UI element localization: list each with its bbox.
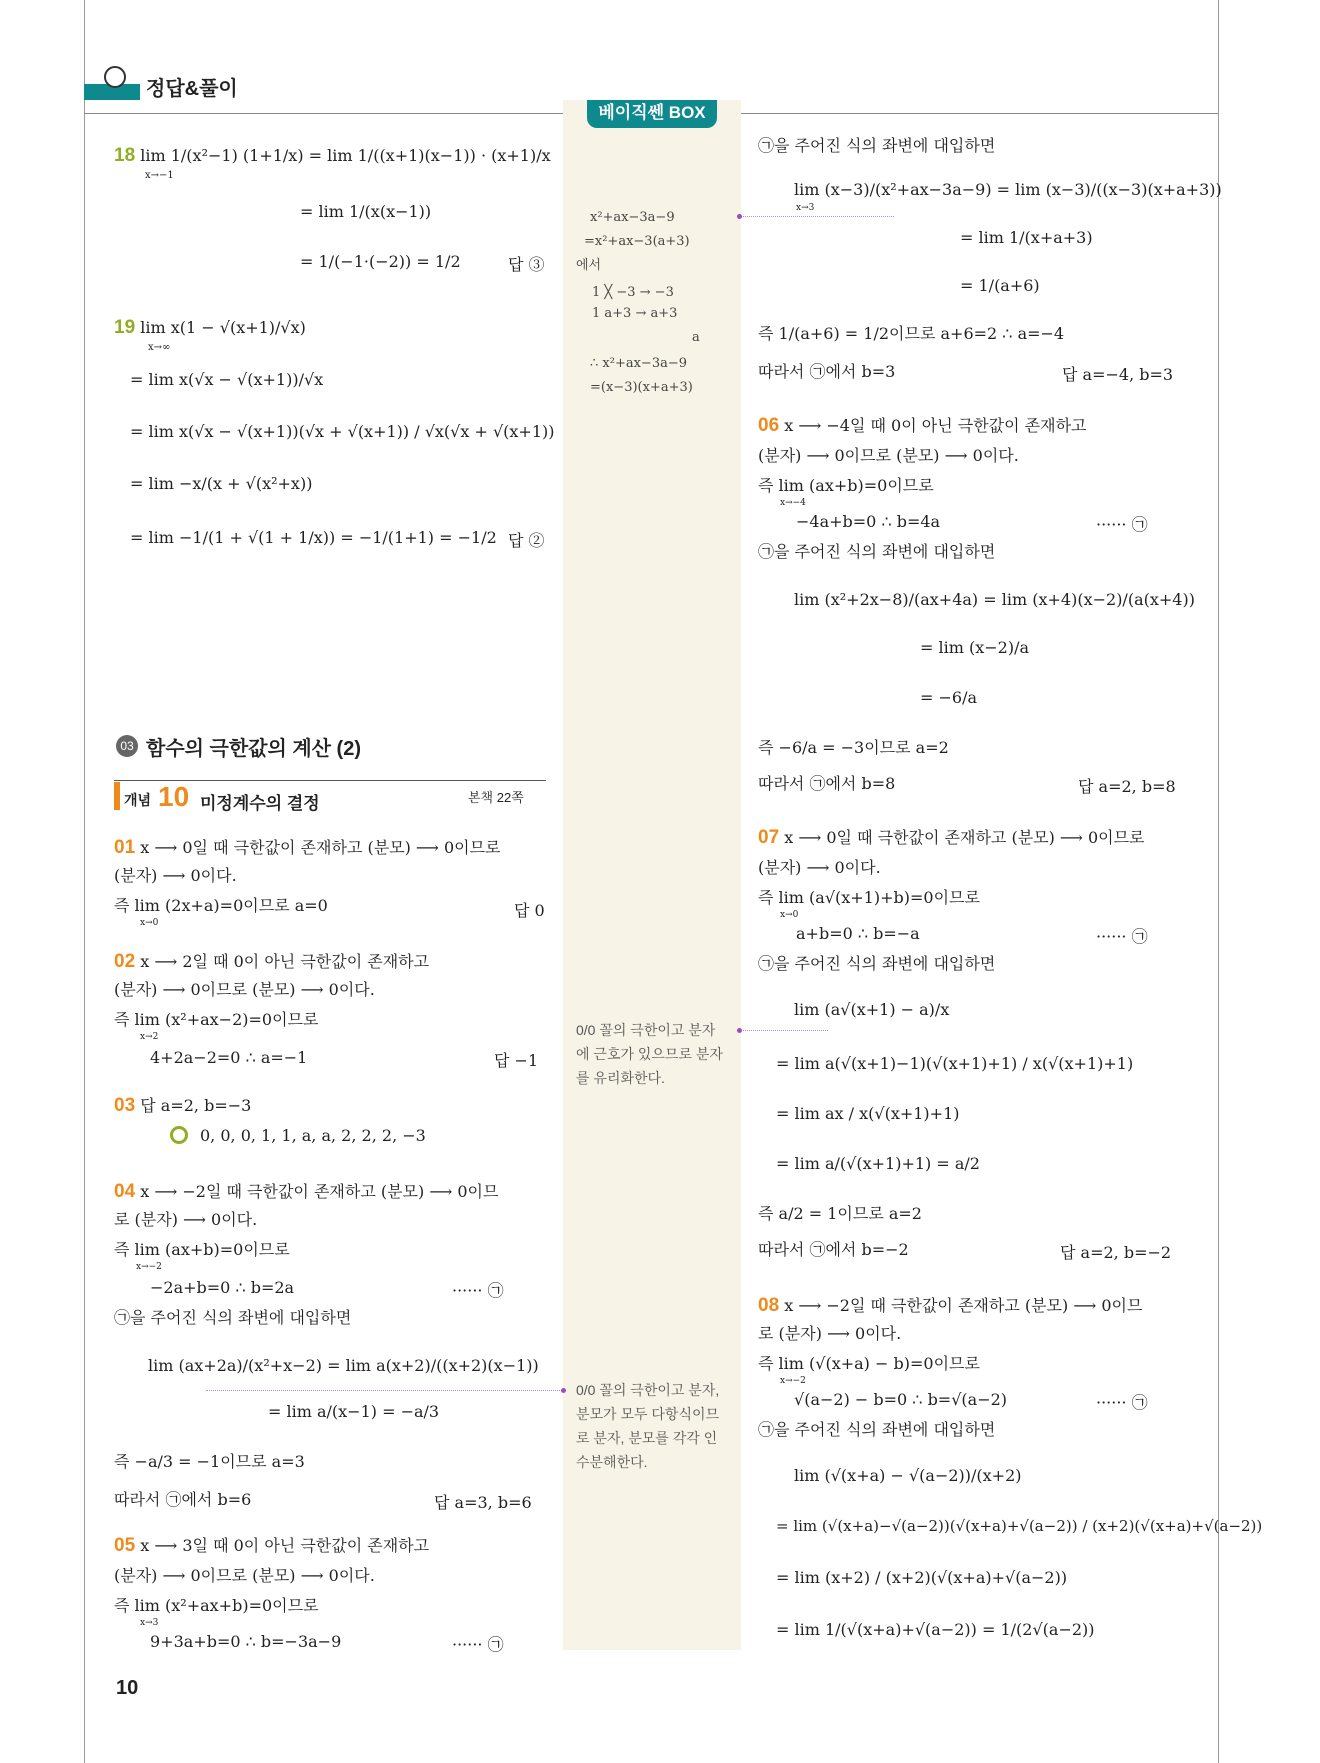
answer: 답 ③ xyxy=(508,255,545,274)
line: = lim 1/(√(x+a)+√(a−2)) = 1/(2√(a−2)) xyxy=(776,1620,1095,1639)
line: = 1/(−1·(−2)) = 1/2 xyxy=(300,252,461,271)
page-number: 10 xyxy=(116,1677,139,1699)
problem-number: 08 xyxy=(758,1295,780,1316)
left-page-border xyxy=(84,0,85,1763)
line: √(a−2) − b=0 ∴ b=√(a−2) xyxy=(794,1390,1008,1409)
line: 따라서 ㉠에서 b=3 xyxy=(758,362,896,381)
line: (분자) ⟶ 0이므로 (분모) ⟶ 0이다. xyxy=(758,446,1019,465)
line: lim x(1 − √(x+1)/√x) xyxy=(140,318,306,337)
problem-05 xyxy=(114,1536,429,1556)
note-line: 0/0 꼴의 극한이고 분자, xyxy=(576,1382,720,1398)
line: = lim x(√x − √(x+1))(√x + √(x+1)) / √x(√x + √(x+1)) xyxy=(130,422,555,441)
answer: 답 0 xyxy=(514,901,545,920)
problem-number: 02 xyxy=(114,951,136,972)
line: −4a+b=0 ∴ b=4a xyxy=(796,512,941,531)
line: lim (a√(x+1) − a)/x xyxy=(794,1000,950,1019)
line: 0, 0, 0, 1, 1, a, a, 2, 2, 2, −3 xyxy=(200,1126,426,1145)
connector-line xyxy=(206,1390,564,1391)
note-line: 수분해한다. xyxy=(576,1454,648,1470)
line: x ⟶ 2일 때 0이 아닌 극한값이 존재하고 xyxy=(140,952,430,971)
problem-07 xyxy=(758,828,1145,848)
line: = lim 1/(x(x−1)) xyxy=(300,202,432,221)
lim-subscript: x→−2 xyxy=(780,1376,806,1386)
problem-01 xyxy=(114,838,501,858)
lim-subscript: x→−4 xyxy=(780,498,806,508)
target-icon xyxy=(170,1126,188,1144)
lim-subscript: x→0 xyxy=(140,918,159,928)
line: ㉠을 주어진 식의 좌변에 대입하면 xyxy=(114,1308,352,1327)
side-note-1 xyxy=(576,1018,723,1090)
lim-subscript: x→3 xyxy=(796,203,815,213)
problem-19 xyxy=(114,318,306,338)
problem-06 xyxy=(758,416,1087,436)
line: 즉 −6/a = −3이므로 a=2 xyxy=(758,738,949,757)
problem-number: 04 xyxy=(114,1181,136,1202)
line: 즉 lim (√(x+a) − b)=0이므로 xyxy=(758,1354,980,1373)
box-tab: 베이직쎈 BOX xyxy=(587,100,717,128)
clock-icon xyxy=(104,66,126,88)
lim-subscript: x→−1 xyxy=(145,170,174,181)
side-line: ∴ x²+ax−3a−9 xyxy=(590,356,687,371)
side-line: a xyxy=(692,330,700,345)
problem-04 xyxy=(114,1182,498,1202)
side-line: 1 a+3 → a+3 xyxy=(592,306,678,321)
problem-03 xyxy=(114,1096,251,1116)
marker: ······ ㉠ xyxy=(452,1281,504,1300)
line: lim 1/(x²−1) (1+1/x) = lim 1/((x+1)(x−1)) · (x+1)/x xyxy=(140,146,551,165)
side-line: 에서 xyxy=(576,258,602,273)
side-line: 1 ╳ −3 → −3 xyxy=(592,285,674,300)
problem-number: 01 xyxy=(114,837,136,858)
note-line: 로 분자, 분모를 각각 인 xyxy=(576,1430,718,1446)
line: 즉 lim (x²+ax+b)=0이므로 xyxy=(114,1596,319,1615)
answer: 답 a=−4, b=3 xyxy=(1062,365,1174,384)
line: (분자) ⟶ 0이다. xyxy=(114,866,237,885)
line: 즉 −a/3 = −1이므로 a=3 xyxy=(114,1452,305,1471)
answer: 답 −1 xyxy=(494,1051,539,1070)
line: 따라서 ㉠에서 b=8 xyxy=(758,774,896,793)
problem-number: 19 xyxy=(114,317,136,338)
answer: 답 a=3, b=6 xyxy=(434,1493,532,1512)
side-line: =(x−3)(x+a+3) xyxy=(590,380,693,395)
section-title: 함수의 극한값의 계산 (2) xyxy=(146,738,361,760)
line: = −6/a xyxy=(920,688,978,707)
line: 9+3a+b=0 ∴ b=−3a−9 xyxy=(150,1632,342,1651)
problem-number: 07 xyxy=(758,827,780,848)
connector-line xyxy=(740,1030,828,1031)
line: 로 (분자) ⟶ 0이다. xyxy=(758,1324,902,1343)
problem-number: 18 xyxy=(114,145,136,166)
line: (분자) ⟶ 0이다. xyxy=(758,858,881,877)
lim-subscript: x→−2 xyxy=(136,1262,162,1272)
note-line: 를 유리화한다. xyxy=(576,1070,665,1086)
marker: ······ ㉠ xyxy=(452,1635,504,1654)
line: = lim (√(x+a)−√(a−2))(√(x+a)+√(a−2)) / (x+2)(√(x+a)+√(a−2)) xyxy=(776,1517,1263,1535)
side-line: x²+ax−3a−9 xyxy=(590,210,675,225)
line: ㉠을 주어진 식의 좌변에 대입하면 xyxy=(758,136,996,155)
lim-subscript: x→∞ xyxy=(148,342,171,353)
line: (분자) ⟶ 0이므로 (분모) ⟶ 0이다. xyxy=(114,1566,375,1585)
line: 즉 a/2 = 1이므로 a=2 xyxy=(758,1204,922,1223)
line: 답 a=2, b=−3 xyxy=(140,1096,252,1115)
problem-02 xyxy=(114,952,429,972)
line: x ⟶ −4일 때 0이 아닌 극한값이 존재하고 xyxy=(784,416,1087,435)
line: lim (x²+2x−8)/(ax+4a) = lim (x+4)(x−2)/(a(x+4)) xyxy=(794,590,1195,609)
line: 즉 lim (x²+ax−2)=0이므로 xyxy=(114,1010,319,1029)
problem-number: 06 xyxy=(758,415,780,436)
header-title: 정답&풀이 xyxy=(146,78,238,100)
line: = lim a/(√(x+1)+1) = a/2 xyxy=(776,1154,980,1173)
connector-dot xyxy=(737,214,742,219)
line: 따라서 ㉠에서 b=−2 xyxy=(758,1240,909,1259)
connector-dot xyxy=(561,1388,566,1393)
lim-subscript: x→2 xyxy=(140,1032,159,1042)
line: 즉 1/(a+6) = 1/2이므로 a+6=2 ∴ a=−4 xyxy=(758,324,1065,343)
line: = 1/(a+6) xyxy=(960,276,1040,295)
marker: ······ ㉠ xyxy=(1096,927,1148,946)
textbook-reference: 본책 22쪽 xyxy=(468,790,524,805)
line: = lim (x+2) / (x+2)(√(x+a)+√(a−2)) xyxy=(776,1568,1068,1587)
problem-18 xyxy=(114,146,551,166)
line: = lim a/(x−1) = −a/3 xyxy=(268,1402,440,1421)
line: = lim (x−2)/a xyxy=(920,638,1030,657)
concept-accent-bar xyxy=(114,782,120,810)
line: = lim −x/(x + √(x²+x)) xyxy=(130,474,313,493)
answer: 답 ② xyxy=(508,531,545,550)
note-line: 0/0 꼴의 극한이고 분자 xyxy=(576,1022,716,1038)
line: (분자) ⟶ 0이므로 (분모) ⟶ 0이다. xyxy=(114,980,375,999)
line: = lim 1/(x+a+3) xyxy=(960,228,1093,247)
line: 즉 lim (a√(x+1)+b)=0이므로 xyxy=(758,888,980,907)
line: x ⟶ −2일 때 극한값이 존재하고 (분모) ⟶ 0이므 xyxy=(784,1296,1143,1315)
line: = lim x(√x − √(x+1))/√x xyxy=(130,370,324,389)
line: ㉠을 주어진 식의 좌변에 대입하면 xyxy=(758,954,996,973)
line: 로 (분자) ⟶ 0이다. xyxy=(114,1210,258,1229)
line: lim (x−3)/(x²+ax−3a−9) = lim (x−3)/((x−3)(x+a+3)) xyxy=(794,180,1222,199)
side-line: =x²+ax−3(a+3) xyxy=(584,234,690,249)
line: ㉠을 주어진 식의 좌변에 대입하면 xyxy=(758,542,996,561)
line: = lim −1/(1 + √(1 + 1/x)) = −1/(1+1) = −1/2 xyxy=(130,528,497,547)
problem-08 xyxy=(758,1296,1142,1316)
note-line: 에 근호가 있으므로 분자 xyxy=(576,1046,723,1062)
line: x ⟶ 0일 때 극한값이 존재하고 (분모) ⟶ 0이므로 xyxy=(140,838,501,857)
line: = lim a(√(x+1)−1)(√(x+1)+1) / x(√(x+1)+1) xyxy=(776,1054,1134,1073)
concept-keyword: 개념 xyxy=(124,792,152,808)
line: a+b=0 ∴ b=−a xyxy=(796,924,920,943)
answer: 답 a=2, b=−2 xyxy=(1060,1243,1172,1262)
problem-number: 05 xyxy=(114,1535,136,1556)
marker: ······ ㉠ xyxy=(1096,515,1148,534)
lim-subscript: x→3 xyxy=(140,1618,159,1628)
right-page-border xyxy=(1218,0,1219,1763)
line: = lim ax / x(√(x+1)+1) xyxy=(776,1104,960,1123)
marker: ······ ㉠ xyxy=(1096,1393,1148,1412)
answer: 답 a=2, b=8 xyxy=(1078,777,1176,796)
line: x ⟶ 0일 때 극한값이 존재하고 (분모) ⟶ 0이므로 xyxy=(784,828,1145,847)
side-note-2 xyxy=(576,1378,719,1474)
line: lim (√(x+a) − √(a−2))/(x+2) xyxy=(794,1466,1022,1485)
concept-number: 10 xyxy=(158,781,190,812)
line: 따라서 ㉠에서 b=6 xyxy=(114,1490,252,1509)
problem-number: 03 xyxy=(114,1095,136,1116)
lim-subscript: x→0 xyxy=(780,910,799,920)
line: 즉 lim (ax+b)=0이므로 xyxy=(758,476,934,495)
section-number-badge: 03 xyxy=(116,735,138,757)
connector-line xyxy=(740,216,894,217)
note-line: 분모가 모두 다항식이므 xyxy=(576,1406,720,1422)
line: 4+2a−2=0 ∴ a=−1 xyxy=(150,1048,308,1067)
line: lim (ax+2a)/(x²+x−2) = lim a(x+2)/((x+2)(x−1)) xyxy=(148,1356,539,1375)
concept-title: 미정계수의 결정 xyxy=(200,794,320,813)
line: ㉠을 주어진 식의 좌변에 대입하면 xyxy=(758,1420,996,1439)
line: x ⟶ −2일 때 극한값이 존재하고 (분모) ⟶ 0이므 xyxy=(140,1182,499,1201)
line: 즉 lim (2x+a)=0이므로 a=0 xyxy=(114,896,328,915)
line: 즉 lim (ax+b)=0이므로 xyxy=(114,1240,290,1259)
connector-dot xyxy=(737,1028,742,1033)
line: −2a+b=0 ∴ b=2a xyxy=(150,1278,295,1297)
line: x ⟶ 3일 때 0이 아닌 극한값이 존재하고 xyxy=(140,1536,430,1555)
